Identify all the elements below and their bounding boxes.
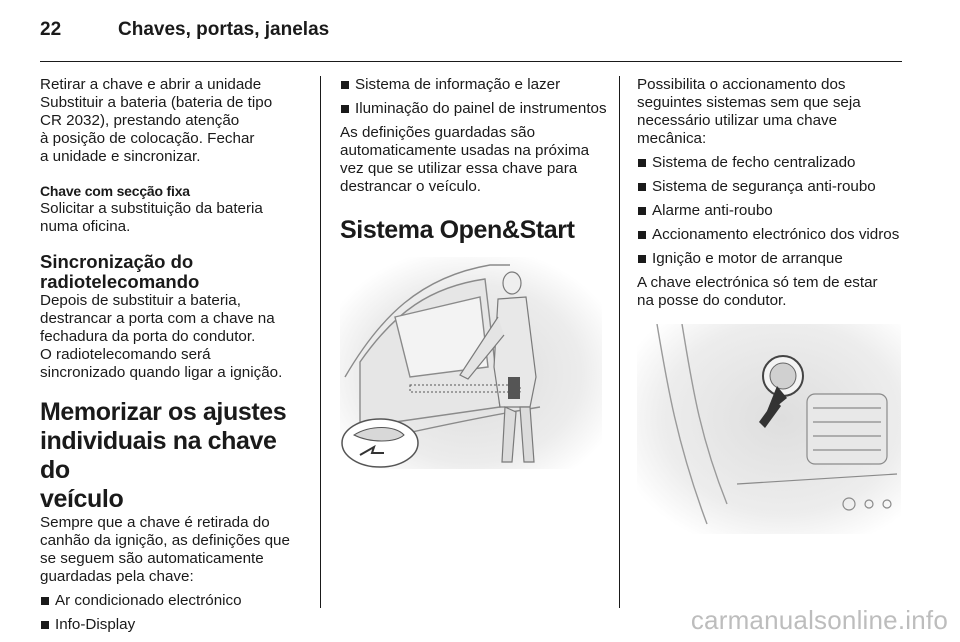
sync-heading: Sincronização do radiotelecomando <box>40 251 200 292</box>
column-divider-2 <box>619 76 620 608</box>
start-stop-button-icon <box>763 356 803 396</box>
list-item: Alarme anti-roubo <box>637 202 905 220</box>
list-item: Sistema de informação e lazer <box>340 76 608 94</box>
watermark: carmanualsonline.info <box>690 605 948 635</box>
chapter-title: Chaves, portas, janelas <box>118 19 330 40</box>
door-handle-inset-icon <box>342 419 418 467</box>
dashboard-vent-icon <box>807 394 887 464</box>
column-1 <box>40 76 308 634</box>
list-item: Sistema de fecho centralizado <box>637 154 905 172</box>
open-start-illustration <box>340 257 602 469</box>
header-rule <box>40 61 902 62</box>
saved-settings-text: As definições guardadas são automaticamente usadas na próxima vez que se utilizar essa chave para destrancar o veículo. <box>340 124 590 195</box>
list-item: Ignição e motor de arranque <box>637 250 905 268</box>
start-button-illustration <box>637 324 901 534</box>
memorize-text: Sempre que a chave é retirada do canhão da ignição, as definições que se seguem são automaticamente guardadas pela chave: <box>40 514 290 585</box>
column-divider-1 <box>320 76 321 608</box>
fixed-key-subheading: Chave com secção fixa <box>40 183 190 199</box>
sync-text: Depois de substituir a bateria, destrancar a porta com a chave na fechadura da porta do condutor. O radiotelecomando será sincronizado quando ligar a ignição. <box>40 292 283 381</box>
list-item: Info-Display <box>40 616 308 634</box>
column-3 <box>637 76 905 534</box>
open-start-heading: Sistema Open&Start <box>340 216 575 244</box>
memorize-bullet-list-continued <box>340 76 608 118</box>
page-number: 22 <box>40 19 62 40</box>
list-item: Accionamento electrónico dos vidros <box>637 226 905 244</box>
list-item: Iluminação do painel de instrumentos <box>340 100 608 118</box>
column-2 <box>340 76 608 469</box>
list-item: Sistema de segurança anti-roubo <box>637 178 905 196</box>
open-start-intro-text: Possibilita o accionamento dos seguintes sistemas sem que seja necessário utilizar uma chave mecânica: <box>637 76 861 147</box>
fixed-key-text: Solicitar a substituição da bateria numa oficina. <box>40 200 263 235</box>
open-start-bullet-list <box>637 154 905 268</box>
battery-replacement-text: Retirar a chave e abrir a unidade Substituir a bateria (bateria de tipo CR 2032), prestando atenção à posição de colocação. Fechar a unidade e sincronizar. <box>40 76 273 165</box>
memorize-heading: Memorizar os ajustes individuais na chave do veículo <box>40 398 287 513</box>
electronic-key-text: A chave electrónica só tem de estar na posse do condutor. <box>637 274 878 309</box>
list-item: Ar condicionado electrónico <box>40 592 308 610</box>
memorize-bullet-list <box>40 592 308 634</box>
